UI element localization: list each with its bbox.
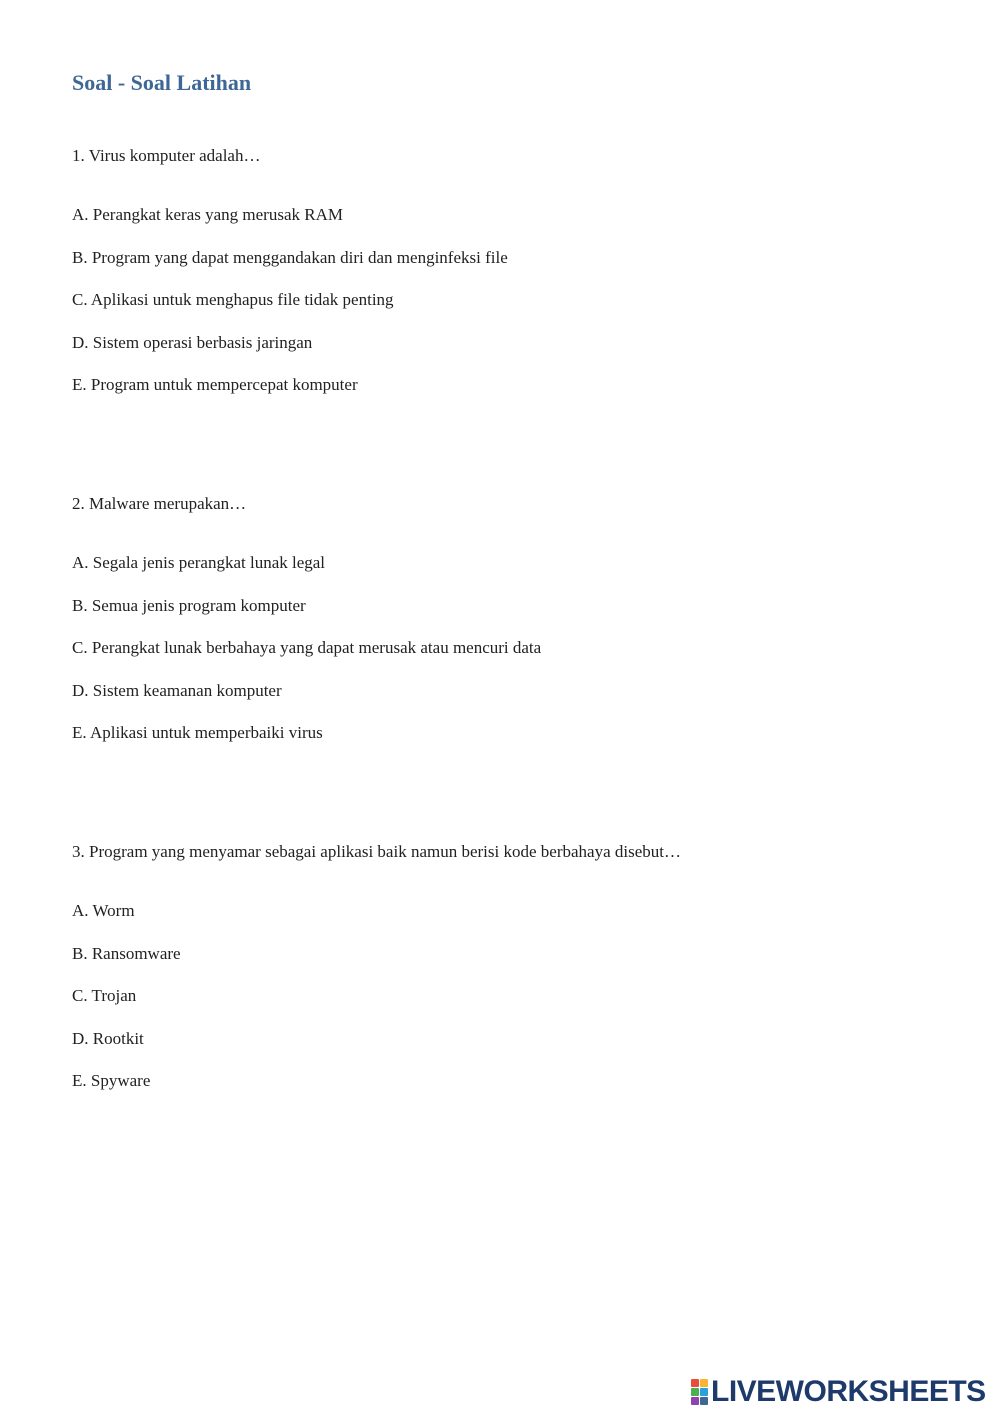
logo-mark-icon xyxy=(691,1379,708,1405)
q2-option-c: C. Perangkat lunak berbahaya yang dapat merusak atau mencuri data xyxy=(72,638,542,657)
q3-option-e: E. Spyware xyxy=(72,1071,151,1090)
q3-option-a: A. Worm xyxy=(72,901,135,920)
liveworksheets-logo xyxy=(691,1375,986,1409)
logo-text: LIVEWORKSHEETS xyxy=(711,1375,986,1408)
page-title: Soal - Soal Latihan xyxy=(72,70,252,95)
q1-option-e: E. Program untuk mempercepat komputer xyxy=(72,375,358,394)
q2-option-e: E. Aplikasi untuk memperbaiki virus xyxy=(72,723,323,742)
q2-option-d: D. Sistem keamanan komputer xyxy=(72,681,282,700)
question-3-text: 3. Program yang menyamar sebagai aplikasi baik namun berisi kode berbahaya disebut… xyxy=(72,842,681,861)
q1-option-d: D. Sistem operasi berbasis jaringan xyxy=(72,333,313,352)
q1-option-b: B. Program yang dapat menggandakan diri dan menginfeksi file xyxy=(72,248,508,267)
q3-option-b: B. Ransomware xyxy=(72,944,181,963)
q3-option-c: C. Trojan xyxy=(72,986,137,1005)
question-1-text: 1. Virus komputer adalah… xyxy=(72,146,261,165)
q1-option-c: C. Aplikasi untuk menghapus file tidak penting xyxy=(72,290,394,309)
q1-option-a: A. Perangkat keras yang merusak RAM xyxy=(72,205,343,224)
question-2-text: 2. Malware merupakan… xyxy=(72,494,247,513)
q2-option-a: A. Segala jenis perangkat lunak legal xyxy=(72,553,326,572)
q3-option-d: D. Rootkit xyxy=(72,1029,144,1048)
q2-option-b: B. Semua jenis program komputer xyxy=(72,596,306,615)
